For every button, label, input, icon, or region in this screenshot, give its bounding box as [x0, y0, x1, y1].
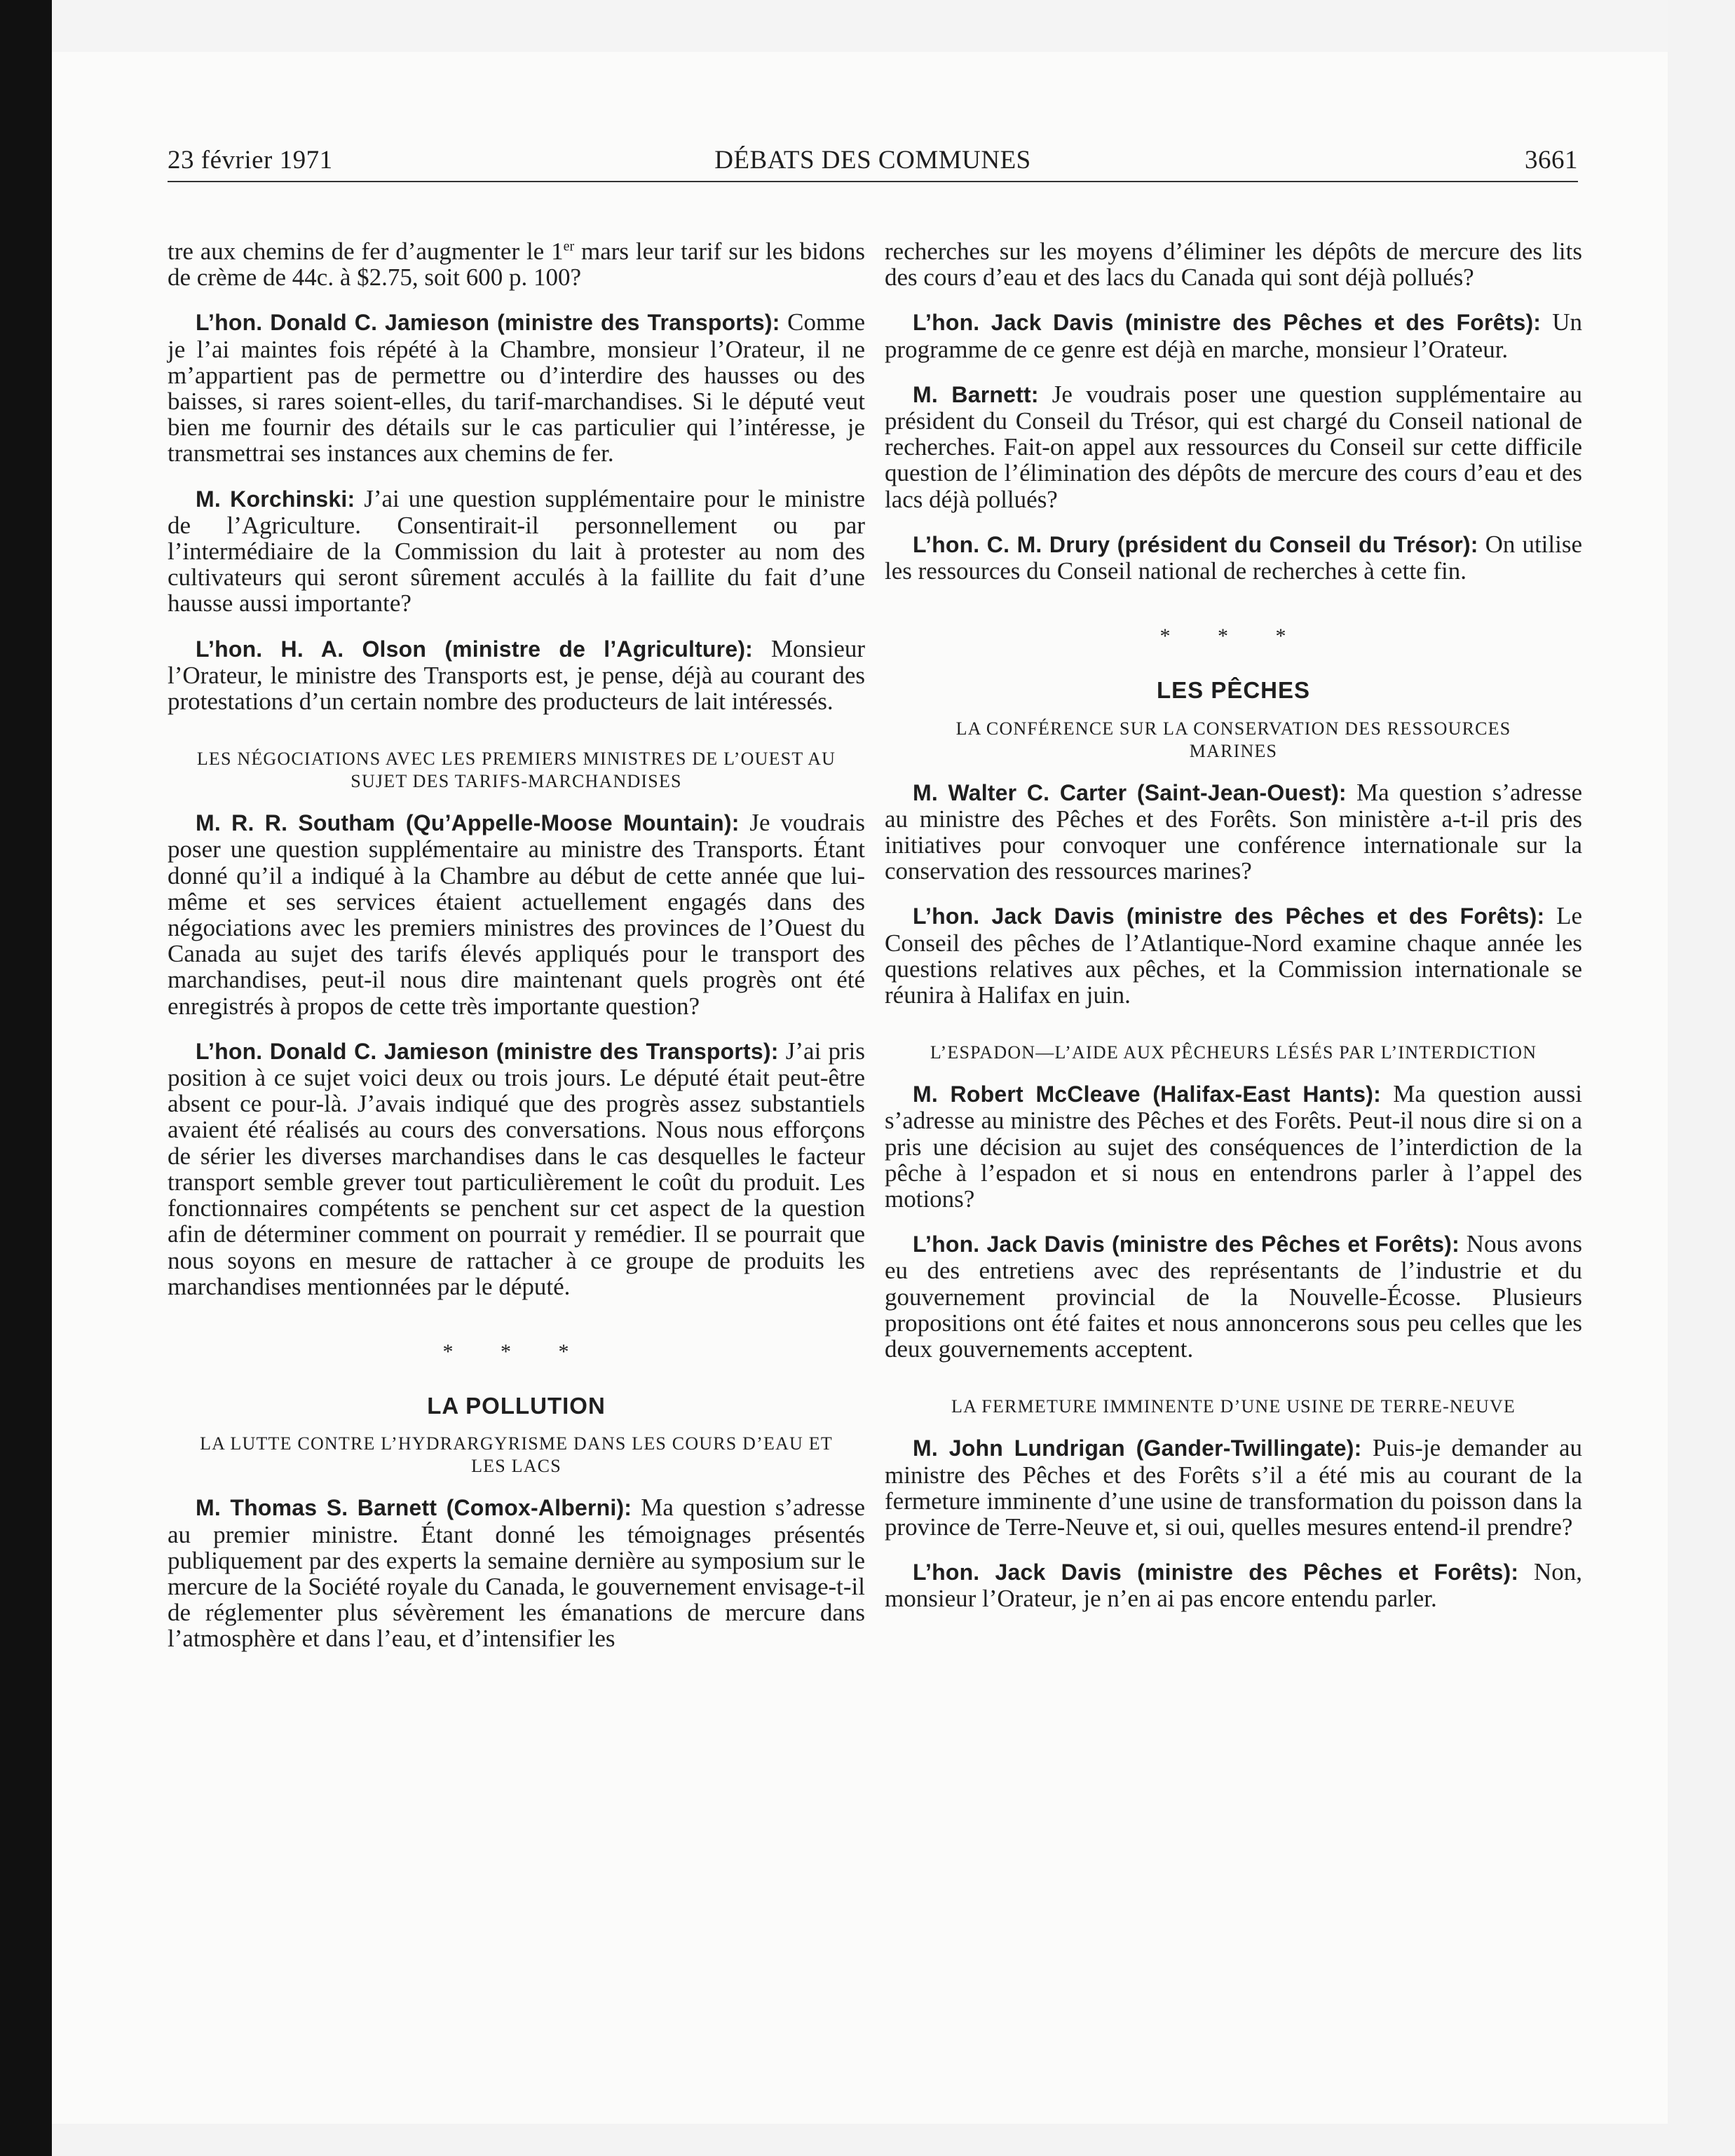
speech-text: Nous avons eu des entretiens avec des représentants de l’industrie et du gouvernement provincial de la Nouvelle-Écosse. Plusieurs propositions ont été faites et nous annoncerons sous peu celles que les deux gouvernements acceptent.: [885, 1230, 1582, 1363]
speech-paragraph: [885, 1231, 1582, 1362]
paragraph-text: mars leur tarif sur les bidons de crème de 44c. à $2.75, soit 600 p. 100?: [168, 238, 865, 292]
speech-paragraph: [885, 1435, 1582, 1540]
speech-text: Ma question s’adresse au premier ministre. Étant donné les témoignages présentés publiquement par des experts la semaine dernière au symposium sur le mercure de la Société royale du Canada, le gouvernement envisage-t-il de réglementer plus sévèrement les émanations de mercure dans l’atmosphère et dans l’eau, et d’intensifier les: [168, 1494, 865, 1653]
header-title: DÉBATS DES COMMUNES: [714, 146, 1031, 175]
speech-paragraph: [168, 486, 865, 617]
speaker-name: L’hon. H. A. Olson (ministre de l’Agriculture):: [196, 636, 754, 662]
speaker-name: L’hon. Donald C. Jamieson (ministre des Transports):: [196, 1038, 779, 1064]
speech-paragraph: [885, 779, 1582, 885]
speech-text: Je voudrais poser une question supplémentaire au ministre des Transports. Étant donné qu’il a indiqué à la Chambre au début de cette année que lui-même et ses services étaient actuellement engagés dans des négociations avec les premiers ministres des provinces de l’Ouest du Canada au sujet des tarifs élevés appliqués pour le transport des marchandises, peut-il nous dire maintenant quels progrès ont été enregistrés à propos de cette très importante question?: [168, 809, 865, 1020]
header-date: 23 février 1971: [168, 146, 333, 175]
scan-border-right: [1668, 0, 1735, 2156]
header-page-number: 3661: [1525, 146, 1578, 175]
speech-paragraph: [168, 1038, 865, 1299]
speaker-name: M. Walter C. Carter (Saint-Jean-Ouest):: [913, 779, 1347, 805]
section-separator: * * *: [1159, 625, 1307, 648]
paragraph: recherches sur les moyens d’éliminer les dépôts de mercure des lits des cours d’eau et des lacs du Canada qui sont déjà pollués?: [885, 238, 1582, 292]
section-heading: LA POLLUTION: [427, 1393, 606, 1419]
speech-text: Un programme de ce genre est déjà en marche, monsieur l’Orateur.: [885, 308, 1582, 363]
speaker-name: L’hon. C. M. Drury (président du Conseil du Trésor):: [913, 531, 1478, 557]
speech-paragraph: [885, 531, 1582, 584]
section-separator: * * *: [442, 1339, 590, 1363]
document-page: [52, 52, 1668, 2124]
speech-paragraph: [885, 1559, 1582, 1611]
speech-text: Le Conseil des pêches de l’Atlantique-Nord examine chaque année les questions relatives aux pêches, et la Commission internationale se réunira à Halifax en juin.: [885, 902, 1582, 1009]
speaker-name: L’hon. Jack Davis (ministre des Pêches et des Forêts):: [913, 903, 1545, 929]
speaker-name: L’hon. Jack Davis (ministre des Pêches et des Forêts):: [913, 310, 1542, 336]
speech-text: On utilise les ressources du Conseil national de recherches à cette fin.: [885, 530, 1582, 585]
right-column: [885, 238, 1582, 1631]
speaker-name: L’hon. Jack Davis (ministre des Pêches et Forêts):: [913, 1231, 1460, 1257]
speaker-name: M. Thomas S. Barnett (Comox-Alberni):: [196, 1495, 632, 1521]
speech-paragraph: [885, 309, 1582, 362]
speech-paragraph: [885, 903, 1582, 1008]
section-subheading: LA FERMETURE IMMINENTE D’UNE USINE DE TERRE-NEUVE: [951, 1396, 1516, 1417]
speech-text: Non, monsieur l’Orateur, je n’en ai pas encore entendu parler.: [885, 1558, 1582, 1613]
scan-border-bottom: [52, 2124, 1735, 2156]
speech-text: Comme je l’ai maintes fois répété à la Chambre, monsieur l’Orateur, il ne m’appartient pas de permettre ou d’interdire des hausses ou des baisses, si rares soient-elles, du tarif-marchandises. Si le député veut bien me fournir des détails sur le cas particulier qui l’intéresse, je transmettrai ses instances aux chemins de fer.: [168, 308, 865, 468]
section-heading: LES PÊCHES: [1156, 677, 1311, 704]
speech-text: Je voudrais poser une question supplémentaire au président du Conseil du Trésor, qui est chargé du Conseil national de recherches. Fait-on appel aux ressources du Conseil sur cette difficile question de l’élimination des dépôts de mercure des cours d’eau et des lacs déjà pollués?: [885, 380, 1583, 513]
page-header: [168, 143, 1578, 182]
speaker-name: M. Barnett:: [913, 381, 1039, 407]
speech-paragraph: [885, 381, 1582, 512]
section-subheading: LA CONFÉRENCE SUR LA CONSERVATION DES RESSOURCES MARINES: [955, 718, 1511, 761]
left-column: [168, 238, 865, 1671]
speech-text: Ma question aussi s’adresse au ministre des Pêches et des Forêts. Peut-il nous dire si on a pris une décision au sujet des conséquences de l’interdiction de la pêche à l’espadon et si nous en entendrons parler à l’appel des motions?: [885, 1080, 1583, 1213]
speaker-name: M. John Lundrigan (Gander-Twillingate):: [913, 1435, 1362, 1461]
paragraph: [168, 238, 865, 290]
scan-border-left: [0, 0, 52, 2156]
speech-text: J’ai une question supplémentaire pour le ministre de l’Agriculture. Consentirait-il personnellement ou par l’intermédiaire de la Commission du lait à protester au nom des cultivateurs qui seront sûrement acculés à la faillite du fait d’une hausse aussi importante?: [168, 484, 865, 618]
speaker-name: M. Korchinski:: [196, 486, 355, 512]
speech-paragraph: [168, 1494, 865, 1651]
speech-text: Puis-je demander au ministre des Pêches et des Forêts s’il a été mis au courant de la fermeture imminente d’une usine de transformation du poisson dans la province de Terre-Neuve et, si oui, quelles mesures entend-il prendre?: [885, 1434, 1582, 1541]
scan-border-top: [52, 0, 1735, 52]
speech-paragraph: [168, 309, 865, 466]
speaker-name: L’hon. Donald C. Jamieson (ministre des Transports):: [196, 310, 780, 336]
section-subheading: LES NÉGOCIATIONS AVEC LES PREMIERS MINISTRES DE L’OUEST AU SUJET DES TARIFS-MARCHANDISES: [196, 749, 836, 792]
speaker-name: M. Robert McCleave (Halifax-East Hants):: [913, 1082, 1381, 1107]
superscript: er: [563, 238, 575, 254]
speech-text: Monsieur l’Orateur, le ministre des Transports est, je pense, déjà au courant des protestations d’un certain nombre des producteurs de lait intéressés.: [168, 634, 866, 716]
speech-paragraph: [168, 636, 865, 715]
speech-paragraph: [885, 1081, 1582, 1212]
speaker-name: M. R. R. Southam (Qu’Appelle-Moose Mountain):: [196, 810, 740, 836]
paragraph-text: tre aux chemins de fer d’augmenter le 1: [168, 238, 564, 265]
speaker-name: L’hon. Jack Davis (ministre des Pêches et Forêts):: [913, 1560, 1519, 1585]
section-subheading: L’ESPADON—L’AIDE AUX PÊCHEURS LÉSÉS PAR L’INTERDICTION: [930, 1042, 1537, 1063]
speech-text: Ma question s’adresse au ministre des Pêches et des Forêts. Son ministère a-t-il pris des initiatives pour convoquer une conférence internationale sur la conservation des ressources marines?: [885, 778, 1582, 885]
section-subheading: LA LUTTE CONTRE L’HYDRARGYRISME DANS LES COURS D’EAU ET LES LACS: [200, 1433, 833, 1477]
speech-paragraph: [168, 810, 865, 1019]
speech-text: J’ai pris position à ce sujet voici deux ou trois jours. Le député était peut-être absent ce pour-là. J’avais indiqué que des progrès assez substantiels avaient été réalisés au cours des conversations. Nous nous efforçons de sérier les diverses marchandises dans le cas desquelles le facteur transport semble grever tout particulièrement le coût du produit. Les fonctionnaires compétents se penchent sur cet aspect de la question afin de déterminer comment on pourrait y remédier. Il se pourrait que nous soyons en mesure de rattacher à ce groupe de produits les marchandises mentionnées par le député.: [168, 1037, 865, 1300]
